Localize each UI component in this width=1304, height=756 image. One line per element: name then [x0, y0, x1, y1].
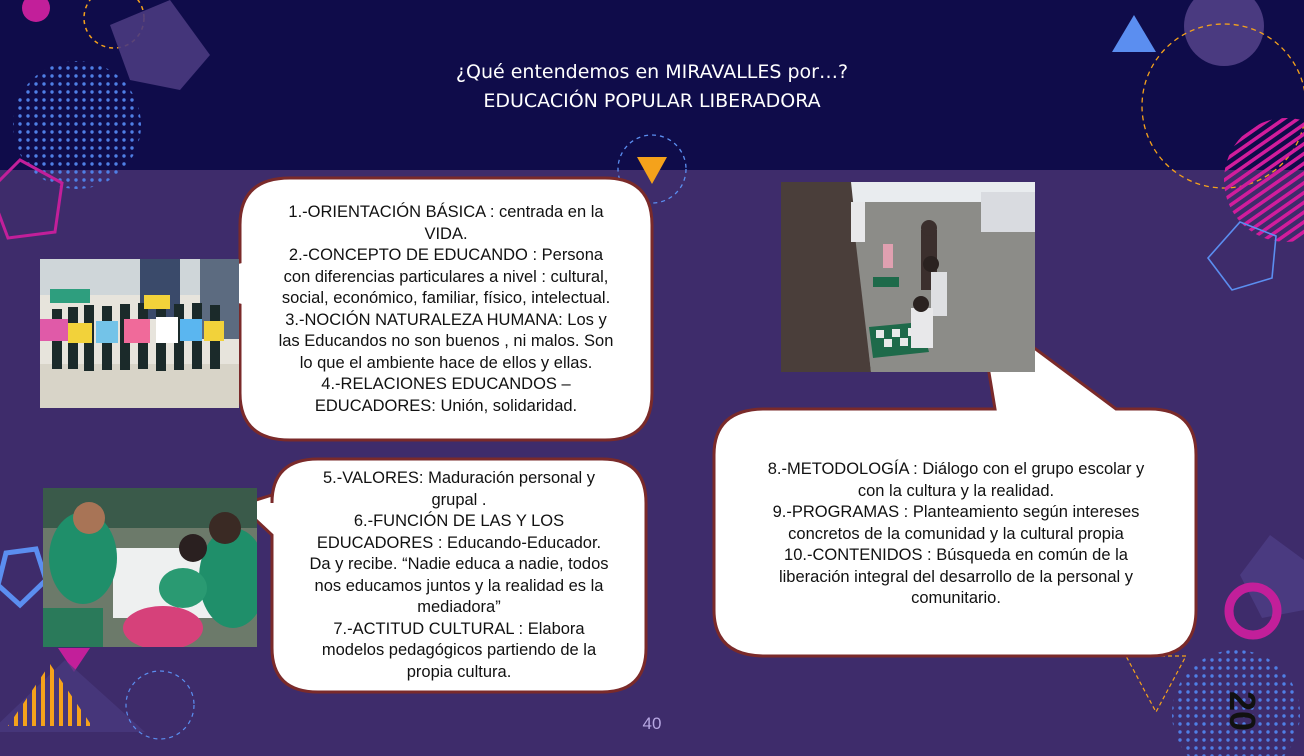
bubble-3-line-6: liberación integral del desarrollo de la personal y — [778, 567, 1134, 586]
bubble-1-line-5: social, económico, familiar, físico, intelectual. — [281, 289, 611, 307]
bubble-1-line-1: 1.-ORIENTACIÓN BÁSICA : centrada en la — [288, 203, 604, 221]
bubble-2-line-9: modelos pedagógicos partiendo de la — [321, 641, 597, 659]
slide-title-line1: ¿Qué entendemos en MIRAVALLES por…? — [455, 61, 849, 83]
bubble-2-line-2: grupal . — [431, 490, 487, 509]
bubble-2-line-3: 6.-FUNCIÓN DE LAS Y LOS — [353, 512, 565, 530]
bubble-2-line-7: mediadora” — [417, 598, 501, 616]
bubble-1-line-7: las Educandos no son buenos , ni malos. Son — [278, 332, 614, 350]
bubble-3-line-7: comunitario. — [911, 589, 1001, 607]
header-band — [0, 0, 1304, 170]
bubble-2-line-6: nos educamos juntos y la realidad es la — [314, 576, 604, 595]
bubble-2-line-10: propia cultura. — [406, 662, 512, 681]
slide-title-line2: EDUCACIÓN POPULAR LIBERADORA — [483, 90, 821, 112]
bubble-2-text — [280, 468, 638, 683]
bubble-3-text — [724, 459, 1188, 610]
bubble-1-line-4: con diferencias particulares a nivel : cultural, — [283, 267, 609, 286]
bubble-1-line-6: 3.-NOCIÓN NATURALEZA HUMANA: Los y — [285, 310, 607, 329]
bubble-3-line-3: 9.-PROGRAMAS : Planteamiento según intereses — [772, 503, 1140, 521]
bubble-3-line-2: con la cultura y la realidad. — [857, 481, 1055, 500]
bubble-1-line-3: 2.-CONCEPTO DE EDUCANDO : Persona — [288, 246, 604, 264]
bubble-1-line-9: 4.-RELACIONES EDUCANDOS – — [321, 375, 571, 393]
bubble-2-line-5: Da y recibe. “Nadie educa a nadie, todos — [309, 555, 609, 573]
bubble-3-line-5: 10.-CONTENIDOS : Búsqueda en común de la — [784, 546, 1128, 564]
bubble-1-line-10: EDUCADORES: Unión, solidaridad. — [314, 396, 578, 415]
bubble-1-text — [250, 202, 642, 417]
bubble-1-line-2: VIDA. — [424, 224, 468, 243]
bubble-1-line-8: lo que el ambiente hace de ellos y ellas. — [299, 353, 593, 372]
photo-students-drawing — [43, 488, 257, 647]
bubble-2-line-8: 7.-ACTITUD CULTURAL : Elabora — [333, 619, 585, 638]
bubble-3-line-4: concretos de la comunidad y la cultural propia — [788, 524, 1124, 543]
page-number: 40 — [642, 714, 662, 733]
slide-side-number: 20 — [1222, 690, 1263, 732]
bubble-2-line-4: EDUCADORES : Educando-Educador. — [316, 533, 602, 552]
bubble-2-line-1: 5.-VALORES: Maduración personal y — [322, 469, 596, 487]
bubble-3-line-1: 8.-METODOLOGÍA : Diálogo con el grupo escolar y — [767, 460, 1145, 478]
photo-students-with-banners — [40, 259, 239, 408]
photo-students-painting-floor — [781, 182, 1035, 372]
